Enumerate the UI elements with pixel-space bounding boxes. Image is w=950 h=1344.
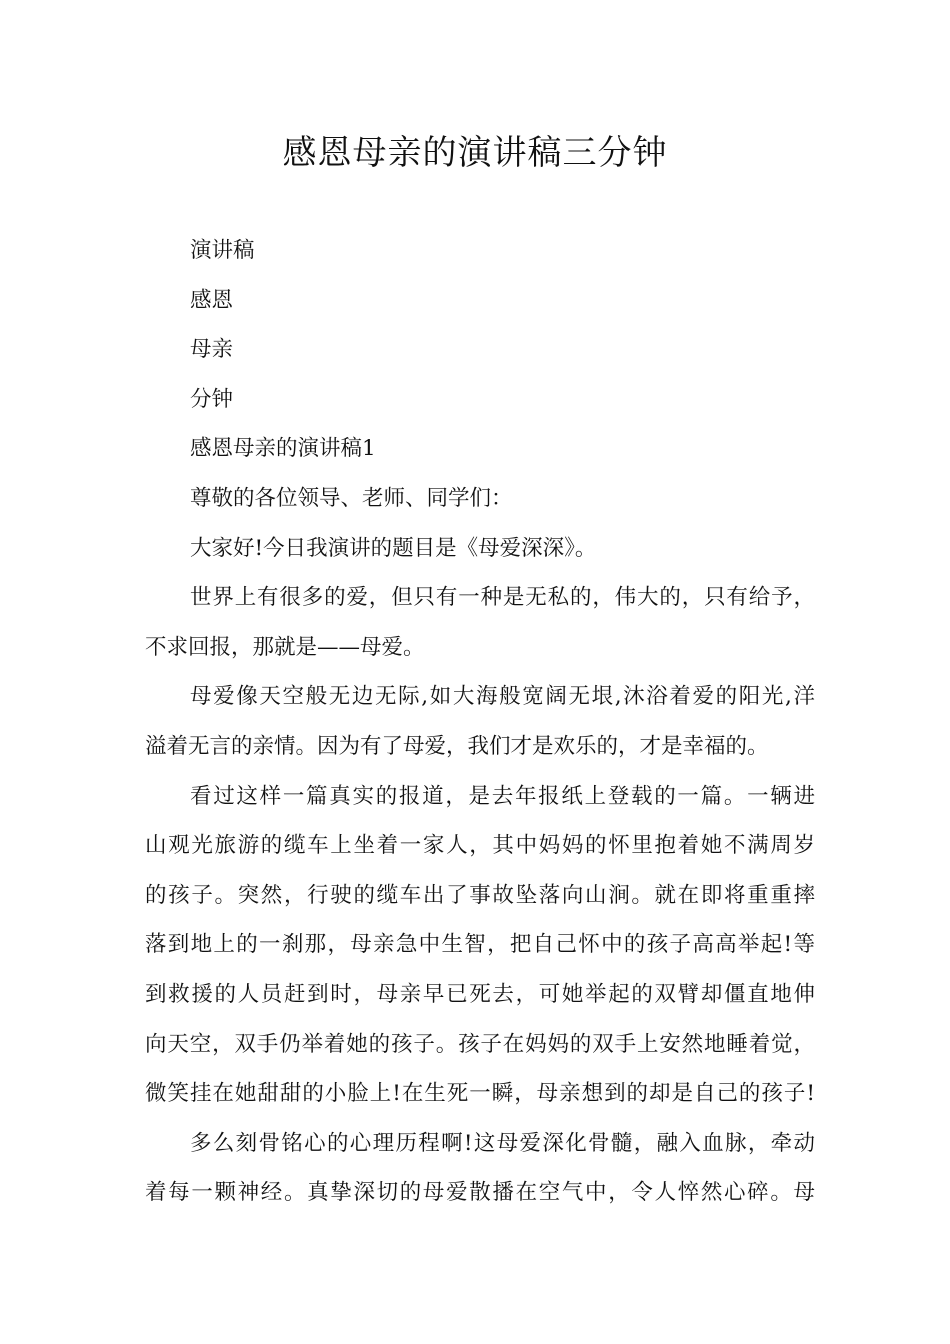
text-line: 母爱像天空般无边无际,如大海般宽阔无垠,沐浴着爱的阳光,洋 <box>190 684 815 710</box>
text-line: 分钟 <box>190 386 234 412</box>
document-title: 感恩母亲的演讲稿三分钟 <box>282 133 668 173</box>
text-line: 演讲稿 <box>190 238 255 263</box>
text-line: 看过这样一篇真实的报道，是去年报纸上登载的一篇。一辆进 <box>190 783 815 809</box>
text-line: 向天空，双手仍举着她的孩子。孩子在妈妈的双手上安然地睡着觉， <box>145 1031 815 1057</box>
text-line: 多么刻骨铭心的心理历程啊!这母爱深化骨髓，融入血脉，牵动 <box>190 1130 815 1156</box>
text-line: 溢着无言的亲情。因为有了母爱，我们才是欢乐的，才是幸福的。 <box>145 733 769 759</box>
text-line: 着每一颗神经。真挚深切的母爱散播在空气中，令人悴然心碎。母 <box>145 1180 815 1206</box>
text-line: 到救援的人员赶到时，母亲早已死去，可她举起的双臂却僵直地伸 <box>145 981 815 1007</box>
text-line: 感恩 <box>190 287 234 313</box>
text-line: 山观光旅游的缆车上坐着一家人，其中妈妈的怀里抱着她不满周岁 <box>145 833 815 859</box>
text-line: 不求回报，那就是——母爱。 <box>145 634 425 660</box>
document-body <box>145 226 815 1218</box>
text-line: 母亲 <box>190 337 234 363</box>
text-line: 微笑挂在她甜甜的小脸上!在生死一瞬，母亲想到的却是自己的孩子! <box>145 1081 815 1107</box>
text-line: 世界上有很多的爱，但只有一种是无私的，伟大的，只有给予， <box>190 585 815 611</box>
text-line: 大家好!今日我演讲的题目是《母爱深深》。 <box>190 535 597 561</box>
text-line: 落到地上的一刹那，母亲急中生智，把自己怀中的孩子高高举起!等 <box>145 932 815 958</box>
text-line: 感恩母亲的演讲稿1 <box>190 436 376 462</box>
text-line: 的孩子。突然，行驶的缆车出了事故坠落向山涧。就在即将重重摔 <box>145 882 815 908</box>
text-line: 尊敬的各位领导、老师、同学们： <box>190 485 513 511</box>
